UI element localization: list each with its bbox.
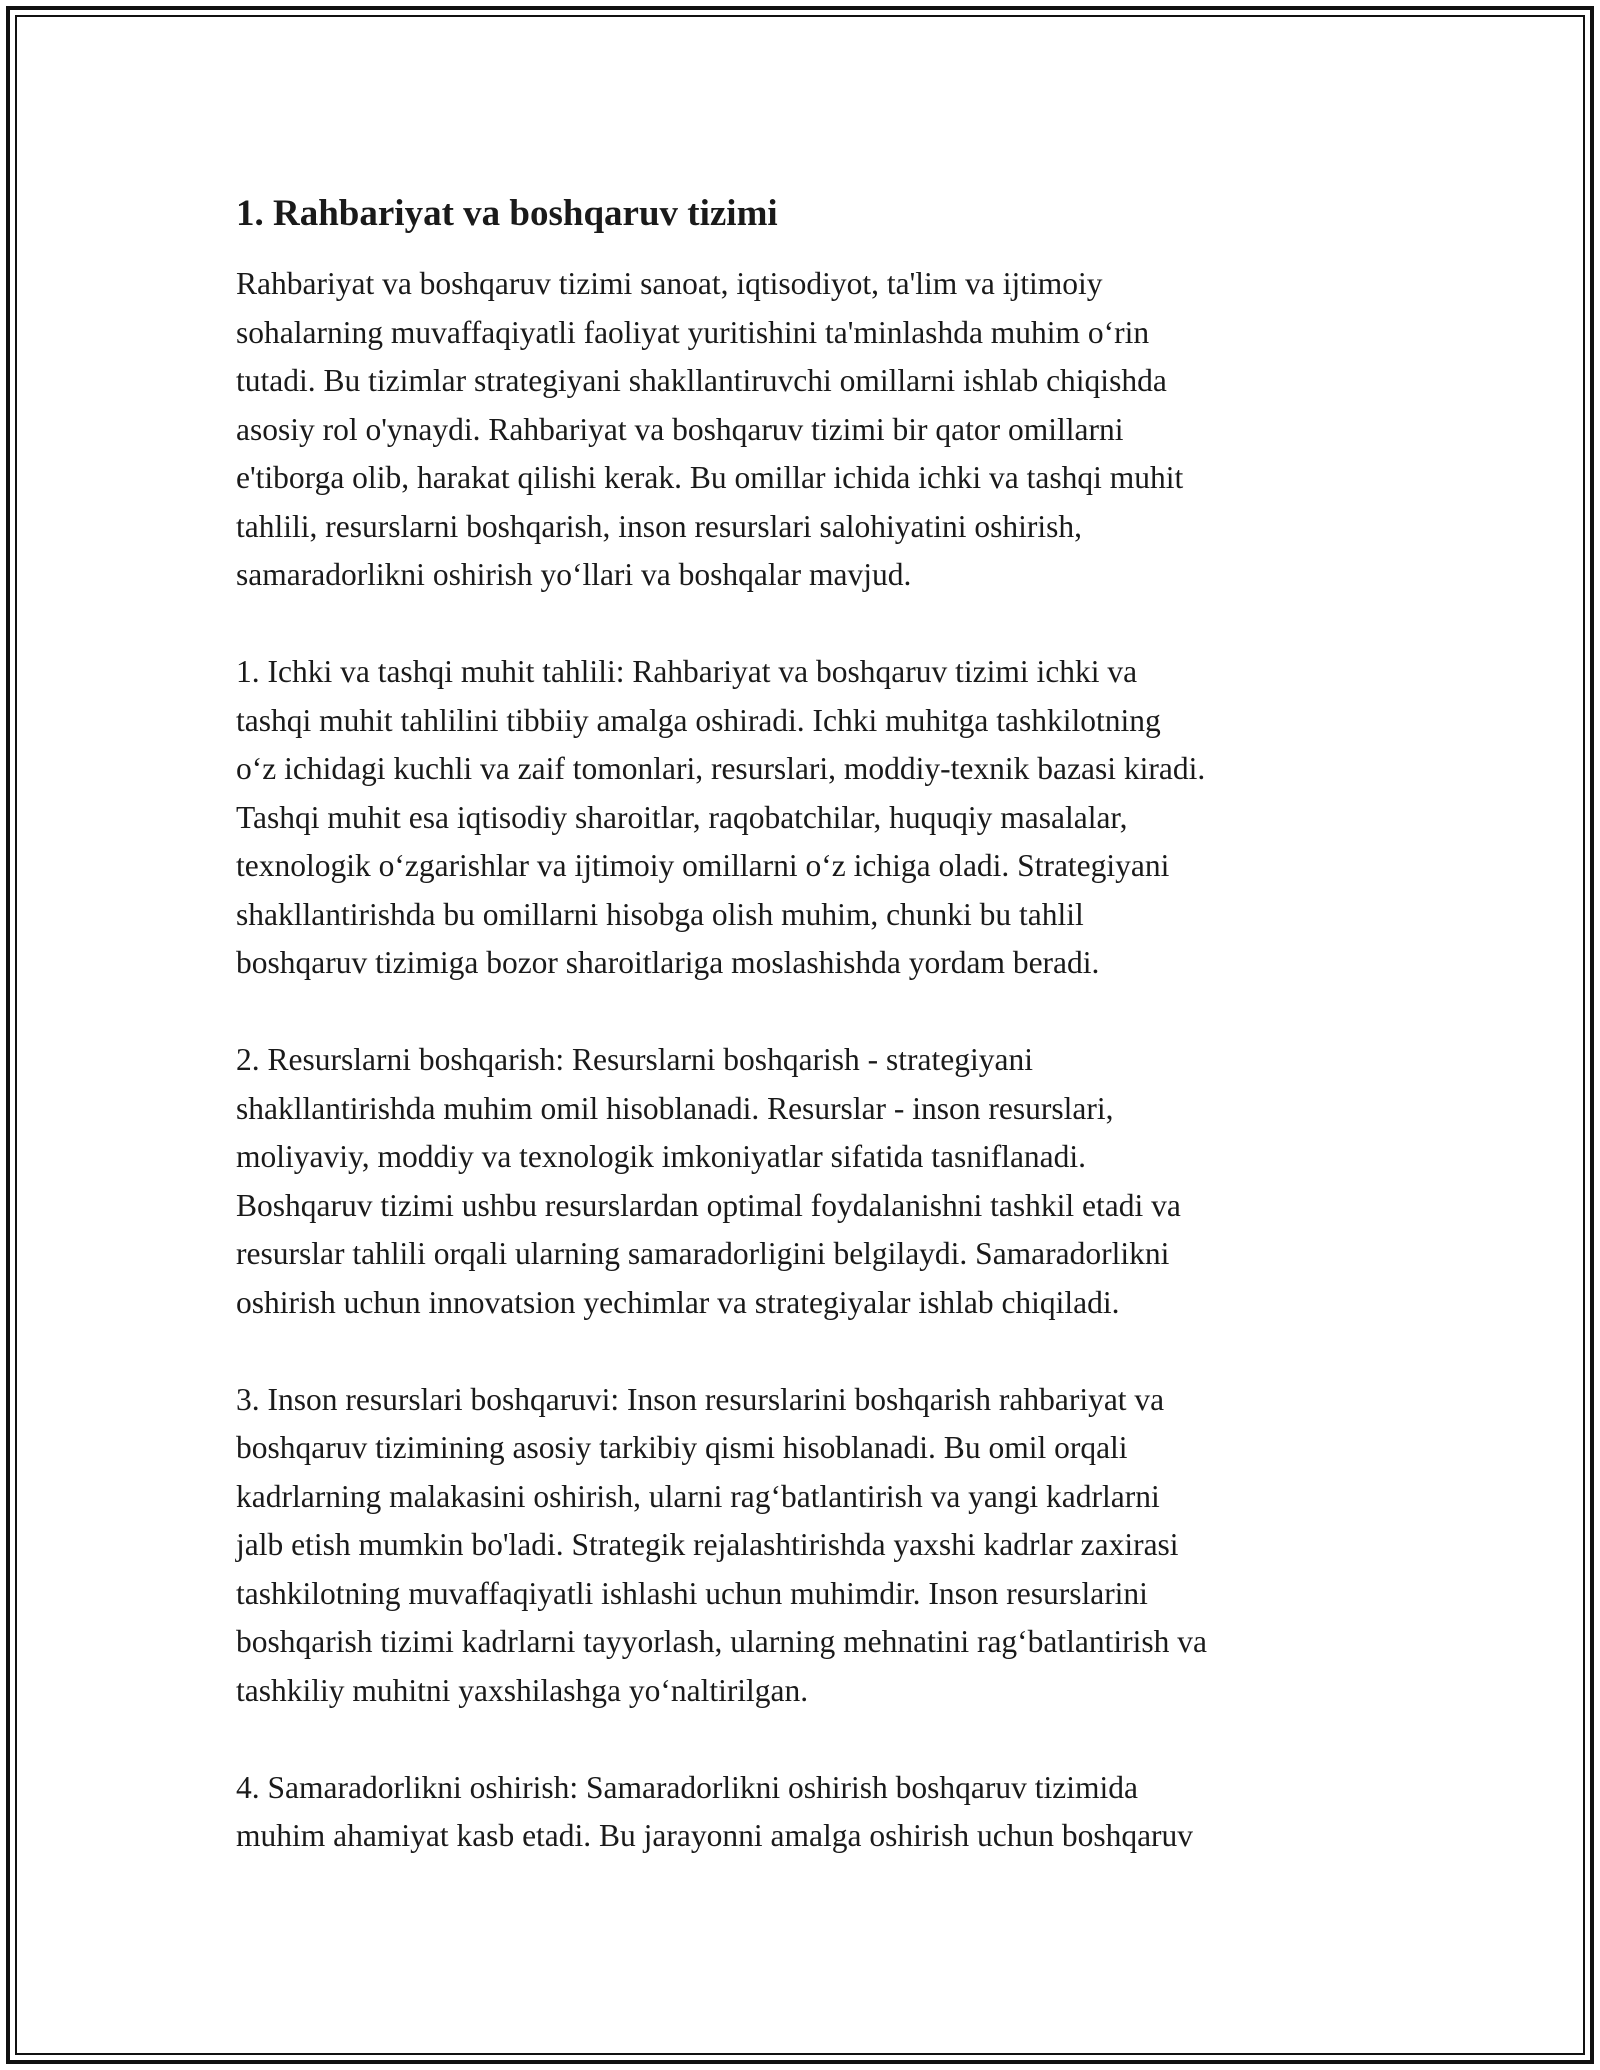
paragraph-efficiency: 4. Samaradorlikni oshirish: Samaradorlikni oshirish boshqaruv tizimida muhim ahamiyat kasb etadi. Bu jarayonni amalga oshirish uchun boshqaruv [236,1769,1194,1853]
document-body [236,190,1386,1909]
section-title: 1. Rahbariyat va boshqaruv tizimi [236,193,778,234]
paragraph-internal-external-analysis: 1. Ichki va tashqi muhit tahlili: Rahbariyat va boshqaruv tizimi ichki va tashqi muhit tahlilini tibbiiy amalga oshiradi. Ichki muhitga tashkilotning o‘z ichidagi kuchli va zaif tomonlari, resurslari, moddiy-texnik bazasi kiradi. Tashqi muhit esa iqtisodiy sharoitlar, raqobatchilar, huquqiy masalalar, texnologik o‘zgarishlar va ijtimoiy omillarni o‘z ichiga oladi. Strategiyani shakllantirishda bu omillarni hisobga olish muhim, chunki bu tahlil boshqaruv tizimiga bozor sharoitlariga moslashishda yordam beradi. [236,654,1206,980]
paragraph-resource-management: 2. Resurslarni boshqarish: Resurslarni boshqarish - strategiyani shakllantirishda muhim omil hisoblanadi. Resurslar - inson resurslari, moliyaviy, moddiy va texnologik imkoniyatlar sifatida tasniflanadi. Boshqaruv tizimi ushbu resurslardan optimal foydalanishni tashkil etadi va resurslar tahlili orqali ularning samaradorligini belgilaydi. Samaradorlikni oshirish uchun innovatsion yechimlar va strategiyalar ishlab chiqiladi. [236,1042,1181,1320]
intro-paragraph: Rahbariyat va boshqaruv tizimi sanoat, iqtisodiyot, ta'lim va ijtimoiy sohalarning muvaffaqiyatli faoliyat yuritishini ta'minlashda muhim o‘rin tutadi. Bu tizimlar strategiyani shakllantiruvchi omillarni ishlab chiqishda asosiy rol o'ynaydi. Rahbariyat va boshqaruv tizimi bir qator omillarni e'tiborga olib, harakat qilishi kerak. Bu omillar ichida ichki va tashqi muhit tahlili, resurslarni boshqarish, inson resurslari salohiyatini oshirish, samaradorlikni oshirish yo‘llari va boshqalar mavjud. [236,266,1184,592]
paragraph-human-resources: 3. Inson resurslari boshqaruvi: Inson resurslarini boshqarish rahbariyat va boshqaruv tizimining asosiy tarkibiy qismi hisoblanadi. Bu omil orqali kadrlarning malakasini oshirish, ularni rag‘batlantirish va yangi kadrlarni jalb etish mumkin bo'ladi. Strategik rejalashtirishda yaxshi kadrlar zaxirasi tashkilotning muvaffaqiyatli ishlashi uchun muhimdir. Inson resurslarini boshqarish tizimi kadrlarni tayyorlash, ularning mehnatini rag‘batlantirish va tashkiliy muhitni yaxshilashga yo‘naltirilgan. [236,1381,1207,1708]
